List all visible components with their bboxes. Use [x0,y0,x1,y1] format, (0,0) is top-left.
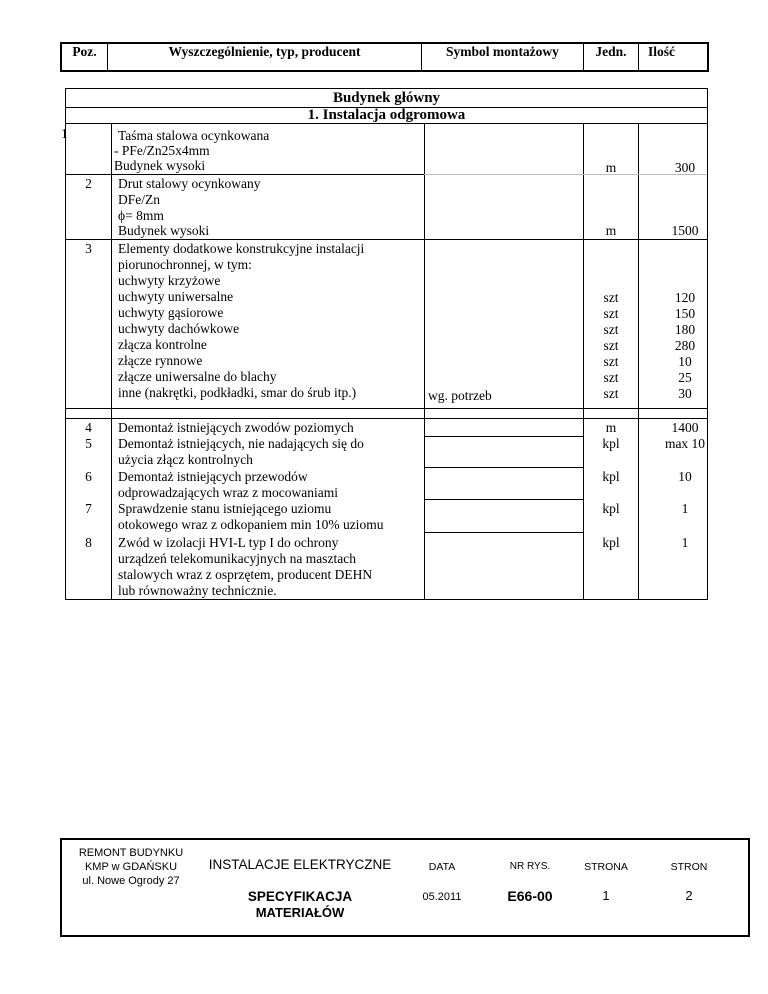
header-unit: Jedn. [595,44,627,59]
row-unit: m [605,160,617,175]
row-desc-line: - PFe/Zn25x4mm [114,143,210,158]
row-qty: max 10 [664,436,706,451]
discipline: INSTALACJE ELEKTRYCZNE [208,857,392,872]
section-subtitle: 1. Instalacja odgromowa [307,107,466,123]
row-unit: szt [603,338,619,353]
row-unit: szt [603,370,619,385]
row-desc-line: ϕ= 8mm [118,208,164,223]
row-unit: kpl [602,535,620,550]
document-title: SPECYFIKACJA [247,889,353,904]
row-desc-line: Sprawdzenie stanu istniejącego uziomu [118,501,332,516]
row-desc-line: Demontaż istniejących zwodów poziomych [118,420,354,435]
pages-count: 2 [685,888,693,903]
row-qty: 180 [674,322,696,337]
row-desc-line: urządzeń telekomunikacyjnych na masztach [118,551,357,566]
row-desc-line: złącze rynnowe [118,353,203,368]
row-qty: 1500 [671,223,699,238]
row-desc-line: Demontaż istniejących, nie nadających się do [118,436,364,451]
row-desc-line: Budynek wysoki [118,223,210,238]
row-number: 5 [85,436,92,451]
row-qty: 10 [678,469,692,484]
row-qty: 25 [678,370,692,385]
row-number: 8 [85,535,92,550]
row-number: 1 [61,126,68,141]
row-desc-line: inne (nakrętki, podkładki, smar do śrub itp.) [118,385,357,400]
drawing-number-label: NR RYS. [509,861,551,872]
row-desc-line: uchwyty krzyżowe [118,273,221,288]
owner-line: KMP w GDAŃSKU [84,861,178,873]
row-unit: m [605,420,617,435]
row-number: 7 [85,501,92,516]
owner-line: ul. Nowe Ogrody 27 [82,875,180,887]
row-unit: kpl [602,436,620,451]
row-number: 2 [85,176,92,191]
row-unit: szt [603,322,619,337]
row-desc-line: lub równoważny technicznie. [118,583,277,598]
date-label: DATA [428,861,456,873]
row-qty: 120 [674,290,696,305]
row-symbol: wg. potrzeb [428,388,492,403]
row-qty: 1 [681,535,689,550]
row-desc-line: uchwyty dachówkowe [118,321,240,336]
row-unit: szt [603,354,619,369]
date-value: 05.2011 [422,891,462,903]
row-desc-line: otokowego wraz z odkopaniem min 10% uziomu [118,517,384,532]
row-desc-line: złącze uniwersalne do blachy [118,369,277,384]
row-unit: szt [603,290,619,305]
row-qty: 150 [674,306,696,321]
row-desc-line: Elementy dodatkowe konstrukcyjne instalacji [118,241,365,256]
row-desc-line: odprowadzających wraz z mocowaniami [118,485,339,500]
row-desc-line: uchwyty uniwersalne [118,289,234,304]
row-desc-line: uchwyty gąsiorowe [118,305,224,320]
row-unit: szt [603,386,619,401]
row-desc-line: Taśma stalowa ocynkowana [118,128,270,143]
row-qty: 1 [681,501,689,516]
row-number: 6 [85,469,92,484]
row-desc-line: Drut stalowy ocynkowany [118,176,261,191]
row-desc-line: piorunochronnej, w tym: [118,257,252,272]
row-desc-line: stalowych wraz z osprzętem, producent DEHN [118,567,373,582]
header-symbol: Symbol montażowy [446,44,559,59]
page-label: STRONA [584,861,628,873]
row-qty: 1400 [671,420,699,435]
row-number: 3 [85,241,92,256]
owner-line: REMONT BUDYNKU [78,847,184,859]
row-unit: m [605,223,617,238]
row-desc-line: Zwód w izolacji HVI-L typ I do ochrony [118,535,339,550]
row-qty: 280 [674,338,696,353]
row-unit: kpl [602,469,620,484]
row-unit: szt [603,306,619,321]
row-desc-line: użycia złącz kontrolnych [118,452,253,467]
header-poz: Poz. [72,44,97,59]
row-qty: 10 [678,354,692,369]
header-description: Wyszczególnienie, typ, producent [168,44,361,59]
row-desc-line: Budynek wysoki [114,158,206,173]
row-unit: kpl [602,501,620,516]
row-desc-line: złącza kontrolne [118,337,207,352]
drawing-number: E66-00 [507,888,553,904]
page-number: 1 [602,888,610,903]
row-desc-line: DFe/Zn [118,192,160,207]
row-qty: 30 [678,386,692,401]
document-title: MATERIAŁÓW [255,905,345,920]
row-number: 4 [85,420,92,435]
row-qty: 300 [674,160,696,175]
section-title: Budynek główny [332,90,441,106]
header-quantity: Ilość [648,44,675,59]
row-desc-line: Demontaż istniejących przewodów [118,469,308,484]
pages-label: STRON [670,861,708,873]
